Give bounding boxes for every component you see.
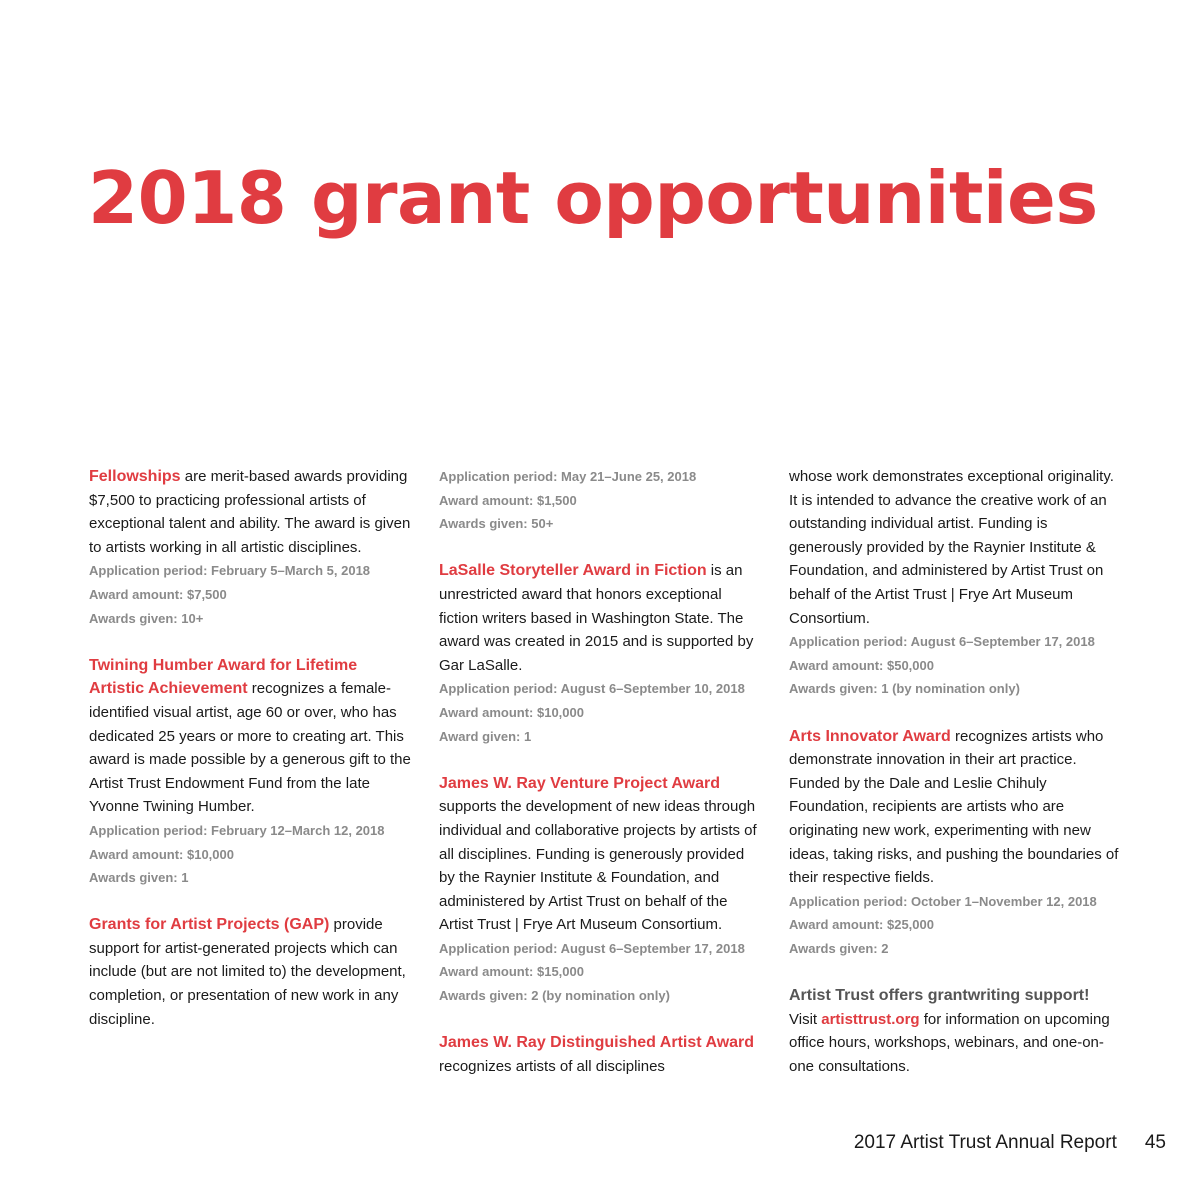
application-period: Application period: February 5–March 5, 2018 <box>89 563 371 579</box>
award-amount: Award amount: $7,500 <box>89 586 227 602</box>
grant-gap <box>89 913 414 1031</box>
grant-description-text: supports the development of new ideas through individual and collaborative projects by artists of all disciplines. Funding is generously provided by the Raynier Institute & Foundation, and administered by Artist Trust on behalf of the Artist Trust | Frye Art Museum Consortium. <box>439 798 757 934</box>
grant-distinguished <box>439 1031 764 1078</box>
support-text-after: for information on upcoming office hours, workshops, webinars, and one-on-one consultations. <box>789 1010 1110 1075</box>
application-period: Application period: August 6–September 17, 2018 <box>439 940 745 956</box>
grant-fellowships <box>89 465 414 630</box>
page-number: 45 <box>1144 1132 1166 1153</box>
support-text-before: Visit <box>789 1010 822 1028</box>
award-amount: Award amount: $50,000 <box>789 657 934 673</box>
award-amount: Award amount: $1,500 <box>439 492 577 508</box>
grant-description <box>89 465 414 559</box>
support-text <box>789 984 1119 1078</box>
awards-given: Award given: 1 <box>439 728 532 744</box>
grant-title: Grants for Artist Projects (GAP) <box>89 916 330 934</box>
grant-gap-details <box>439 465 764 536</box>
application-period: Application period: August 6–September 17, 2018 <box>789 634 1095 650</box>
grant-description-text: recognizes a female-identified visual artist, age 60 or over, who has dedicated 25 years or more to creating art. This award is made possible by a generous gift to the Artist Trust Endowment Fund from the late Yvonne Twining Humber. <box>89 680 411 816</box>
grant-description <box>789 725 1119 890</box>
grant-lasalle <box>439 559 764 748</box>
award-amount: Award amount: $15,000 <box>439 964 584 980</box>
awards-given: Awards given: 50+ <box>439 516 554 532</box>
page-title: 2018 grant opportunities <box>88 156 1098 240</box>
awards-given: Awards given: 2 (by nomination only) <box>439 988 670 1004</box>
application-period: Application period: August 6–September 10, 2018 <box>439 681 745 697</box>
application-period: Application period: October 1–November 12, 2018 <box>789 893 1097 909</box>
grant-description-text: are merit-based awards providing $7,500 to practicing professional artists of exceptional talent and ability. The award is given to artists working in all artistic disciplines. <box>89 468 411 556</box>
grant-title: James W. Ray Venture Project Award <box>439 774 721 792</box>
grant-title: Fellowships <box>89 468 181 485</box>
grant-description <box>439 1031 764 1078</box>
awards-given: Awards given: 2 <box>789 940 889 956</box>
column-1 <box>89 465 414 1031</box>
page-footer <box>600 1128 1166 1158</box>
grant-description <box>439 559 764 677</box>
support-heading: Artist Trust offers grantwriting support! <box>789 987 1090 1005</box>
awards-given: Awards given: 1 <box>89 870 189 886</box>
grant-twining-humber <box>89 654 414 890</box>
grant-description-text: recognizes artists of all disciplines <box>439 1057 665 1075</box>
award-amount: Award amount: $10,000 <box>89 846 234 862</box>
report-title: 2017 Artist Trust Annual Report <box>853 1132 1117 1153</box>
award-amount: Award amount: $10,000 <box>439 704 584 720</box>
grant-description <box>89 913 414 1031</box>
column-2 <box>439 465 764 1078</box>
grantwriting-support <box>789 984 1119 1078</box>
grant-title: Twining Humber Award for Lifetime Artistic Achievement <box>89 656 358 698</box>
awards-given: Awards given: 10+ <box>89 610 204 626</box>
artisttrust-link[interactable]: artisttrust.org <box>821 1010 920 1028</box>
grant-description-text: is an unrestricted award that honors exceptional fiction writers based in Washington State. The award was created in 2015 and is supported by Gar LaSalle. <box>439 562 754 674</box>
grant-title: James W. Ray Distinguished Artist Award <box>439 1034 755 1052</box>
application-period: Application period: May 21–June 25, 2018 <box>439 469 697 484</box>
grant-description-text: recognizes artists who demonstrate innovation in their art practice. Funded by the Dale and Leslie Chihuly Foundation, recipients are artists who are originating new work, experimenting with new ideas, taking risks, and pushing the boundaries of their respective fields. <box>789 727 1119 887</box>
application-period: Application period: February 12–March 12, 2018 <box>89 822 385 838</box>
grant-description-text: provide support for artist-generated projects which can include (but are not limited to) the development, completion, or presentation of new work in any discipline. <box>89 916 406 1028</box>
awards-given: Awards given: 1 (by nomination only) <box>789 681 1020 697</box>
grant-title: Arts Innovator Award <box>789 727 951 745</box>
award-amount: Award amount: $25,000 <box>789 917 934 933</box>
grant-innovator <box>789 725 1119 961</box>
grant-title: LaSalle Storyteller Award in Fiction <box>439 562 707 580</box>
grant-venture <box>439 772 764 1008</box>
grant-description: whose work demonstrates exceptional originality. It is intended to advance the creative work of an outstanding individual artist. Funding is generously provided by the Raynier Institute & Foundation, and administered by Artist Trust on behalf of the Artist Trust | Frye Art Museum Consortium. <box>789 468 1114 627</box>
grant-description <box>439 772 764 937</box>
grant-description <box>89 654 414 819</box>
column-3 <box>789 465 1119 1078</box>
grant-distinguished-continued <box>789 465 1119 701</box>
